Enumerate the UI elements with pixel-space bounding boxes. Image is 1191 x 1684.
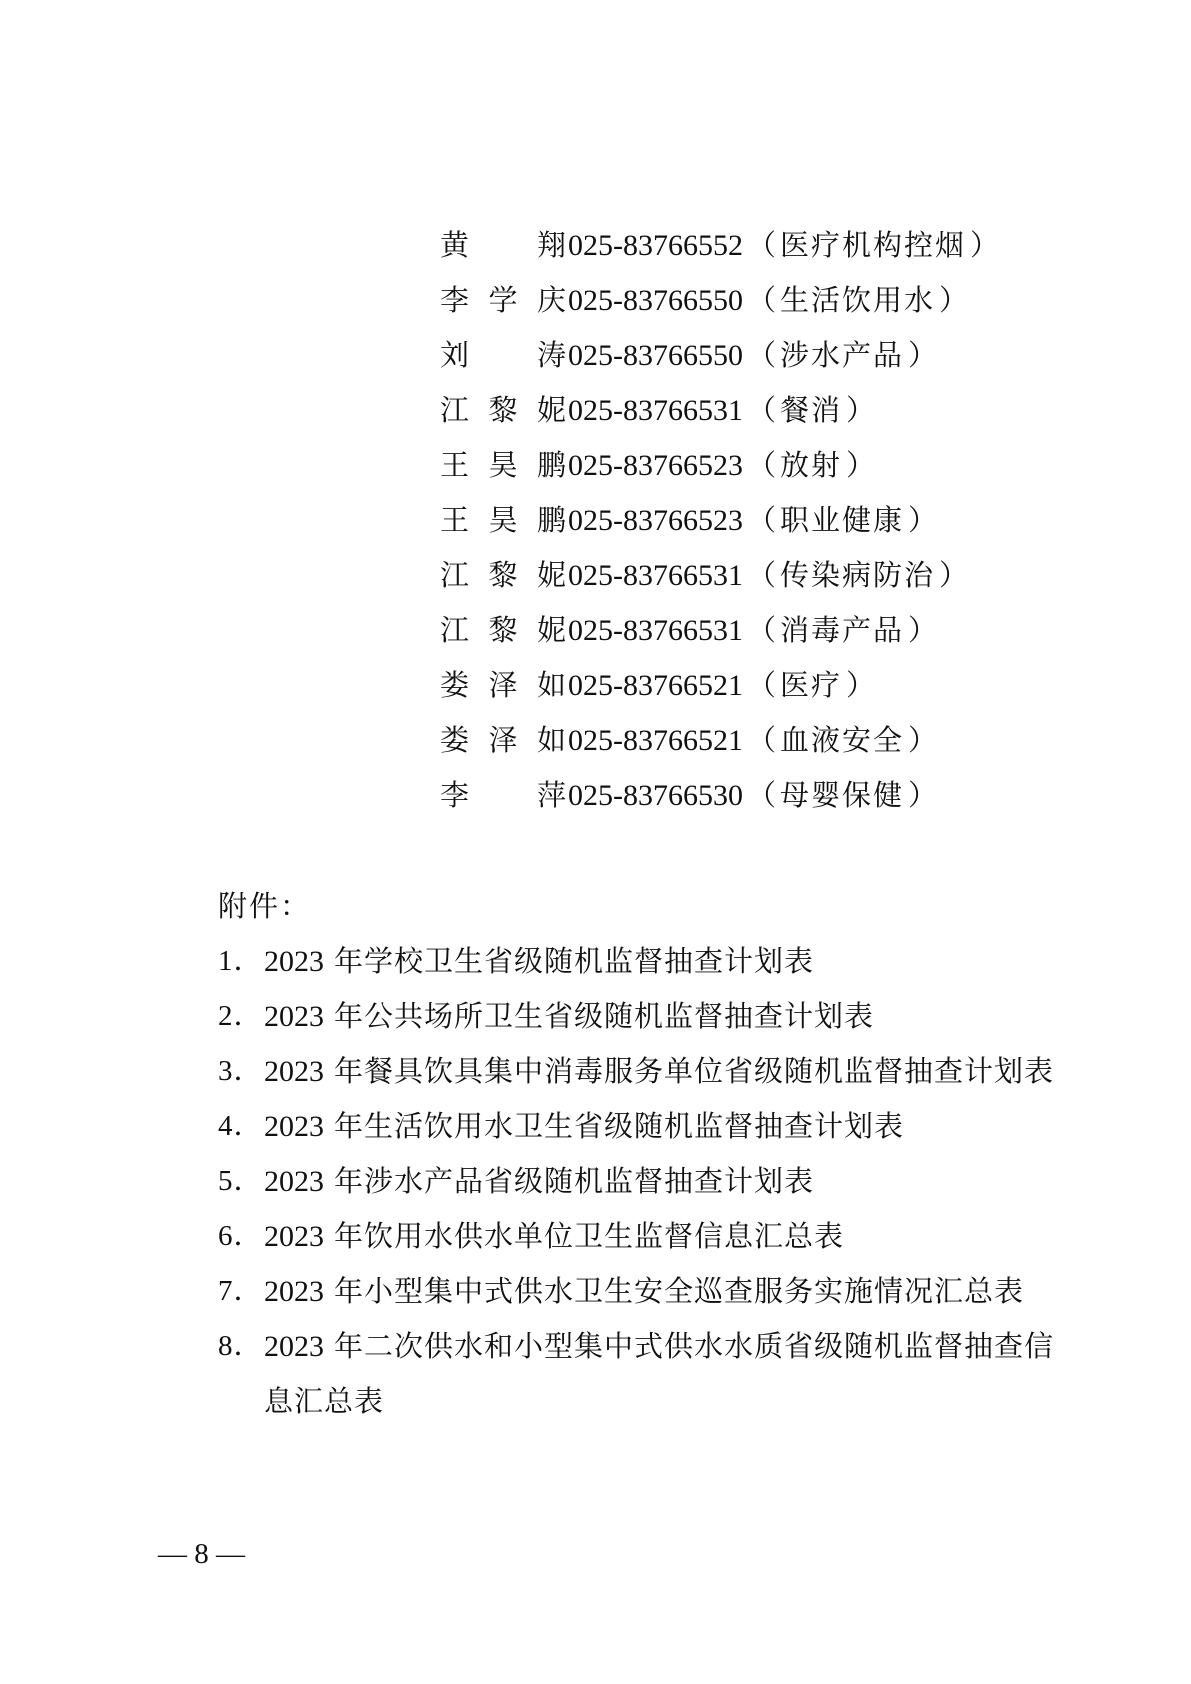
attachment-year: 2023 [264, 1330, 324, 1363]
contact-dept: 消毒产品 [780, 613, 905, 647]
contact-dept: 血液安全 [780, 723, 905, 757]
contact-dept: 医疗 [780, 668, 843, 702]
contact-name: 李 萍 [440, 778, 568, 812]
contact-phone: 025-83766521 [568, 724, 743, 757]
attachment-item [218, 1154, 1058, 1209]
contact-list [440, 218, 1100, 823]
attachment-item [218, 1044, 1058, 1099]
attachment-title: 年餐具饮具集中消毒服务单位省级随机监督抽查计划表 [334, 1054, 1055, 1088]
contact-phone: 025-83766523 [568, 449, 743, 482]
attachment-item [218, 1264, 1058, 1319]
paren-close: ） [908, 778, 938, 812]
contact-name: 王昊鹏 [440, 448, 568, 482]
attachment-title: 年公共场所卫生省级随机监督抽查计划表 [334, 999, 875, 1033]
contact-name: 王昊鹏 [440, 503, 568, 537]
paren-close: ） [939, 558, 969, 592]
contact-phone: 025-83766521 [568, 669, 743, 702]
paren-close: ） [908, 723, 938, 757]
paren-open: （ [747, 228, 777, 262]
paren-open: （ [747, 283, 777, 317]
contact-phone: 025-83766530 [568, 779, 743, 812]
contact-dept: 医疗机构控烟 [780, 228, 967, 262]
contact-row [440, 713, 1100, 768]
paren-close: ） [939, 283, 969, 317]
contact-name: 黄 翔 [440, 228, 568, 262]
attachment-item [218, 989, 1058, 1044]
contact-row [440, 438, 1100, 493]
contact-phone: 025-83766550 [568, 339, 743, 372]
contact-row [440, 218, 1100, 273]
contact-name: 江黎妮 [440, 558, 568, 592]
paren-close: ） [908, 503, 938, 537]
attachment-text [264, 1154, 1058, 1209]
attachment-year: 2023 [264, 1275, 324, 1308]
contact-name: 娄泽如 [440, 723, 568, 757]
attachment-number: 2． [218, 1000, 264, 1032]
attachment-text [264, 989, 1058, 1044]
attachment-title: 年学校卫生省级随机监督抽查计划表 [334, 944, 815, 978]
contact-dept: 传染病防治 [780, 558, 936, 592]
paren-close: ） [970, 228, 1000, 262]
contact-row [440, 493, 1100, 548]
contact-row [440, 603, 1100, 658]
attachment-text [264, 1264, 1058, 1319]
attachment-number: 5． [218, 1165, 264, 1197]
attachment-title: 年生活饮用水卫生省级随机监督抽查计划表 [334, 1109, 905, 1143]
paren-close: ） [846, 668, 876, 702]
contact-name: 李学庆 [440, 283, 568, 317]
contact-row [440, 273, 1100, 328]
attachment-item [218, 1099, 1058, 1154]
attachment-year: 2023 [264, 1165, 324, 1198]
attachment-title: 年涉水产品省级随机监督抽查计划表 [334, 1164, 815, 1198]
contact-dept: 生活饮用水 [780, 283, 936, 317]
attachment-number: 3． [218, 1055, 264, 1087]
attachment-number: 8． [218, 1330, 264, 1362]
contact-name: 江黎妮 [440, 393, 568, 427]
attachment-year: 2023 [264, 945, 324, 978]
attachment-text [264, 934, 1058, 989]
attachments-section [218, 878, 1058, 1429]
attachment-text [264, 1099, 1058, 1154]
page-number: — 8 — [158, 1538, 245, 1570]
contact-phone: 025-83766523 [568, 504, 743, 537]
contact-name: 刘 涛 [440, 338, 568, 372]
contact-name: 娄泽如 [440, 668, 568, 702]
attachment-title: 年饮用水供水单位卫生监督信息汇总表 [334, 1219, 845, 1253]
contact-phone: 025-83766531 [568, 614, 743, 647]
contact-name: 江黎妮 [440, 613, 568, 647]
contact-dept: 放射 [780, 448, 843, 482]
contact-row [440, 768, 1100, 823]
paren-open: （ [747, 613, 777, 647]
contact-dept: 母婴保健 [780, 778, 905, 812]
attachment-title: 年小型集中式供水卫生安全巡查服务实施情况汇总表 [334, 1274, 1025, 1308]
attachment-year: 2023 [264, 1110, 324, 1143]
contact-phone: 025-83766531 [568, 559, 743, 592]
paren-close: ） [908, 338, 938, 372]
attachment-title: 年二次供水和小型集中式供水水质省级随机监督抽查信息汇总表 [264, 1329, 1055, 1418]
paren-open: （ [747, 778, 777, 812]
attachment-number: 6． [218, 1220, 264, 1252]
paren-open: （ [747, 393, 777, 427]
paren-open: （ [747, 668, 777, 702]
contact-row [440, 548, 1100, 603]
paren-open: （ [747, 503, 777, 537]
contact-row [440, 658, 1100, 713]
attachment-text [264, 1319, 1058, 1429]
attachment-year: 2023 [264, 1000, 324, 1033]
contact-dept: 涉水产品 [780, 338, 905, 372]
attachment-number: 7． [218, 1275, 264, 1307]
attachment-year: 2023 [264, 1220, 324, 1253]
contact-dept: 职业健康 [780, 503, 905, 537]
paren-close: ） [846, 393, 876, 427]
contact-row [440, 328, 1100, 383]
attachment-text [264, 1209, 1058, 1264]
contact-dept: 餐消 [780, 393, 843, 427]
attachment-text [264, 1044, 1058, 1099]
paren-open: （ [747, 448, 777, 482]
paren-close: ） [846, 448, 876, 482]
attachment-number: 4． [218, 1110, 264, 1142]
attachment-item [218, 1209, 1058, 1264]
paren-close: ） [908, 613, 938, 647]
attachment-year: 2023 [264, 1055, 324, 1088]
contact-phone: 025-83766550 [568, 284, 743, 317]
attachments-title: 附件： [218, 889, 312, 923]
attachment-item [218, 934, 1058, 989]
attachment-item [218, 1319, 1058, 1429]
contact-phone: 025-83766552 [568, 229, 743, 262]
paren-open: （ [747, 723, 777, 757]
attachment-number: 1． [218, 945, 264, 977]
paren-open: （ [747, 338, 777, 372]
paren-open: （ [747, 558, 777, 592]
contact-phone: 025-83766531 [568, 394, 743, 427]
contact-row [440, 383, 1100, 438]
